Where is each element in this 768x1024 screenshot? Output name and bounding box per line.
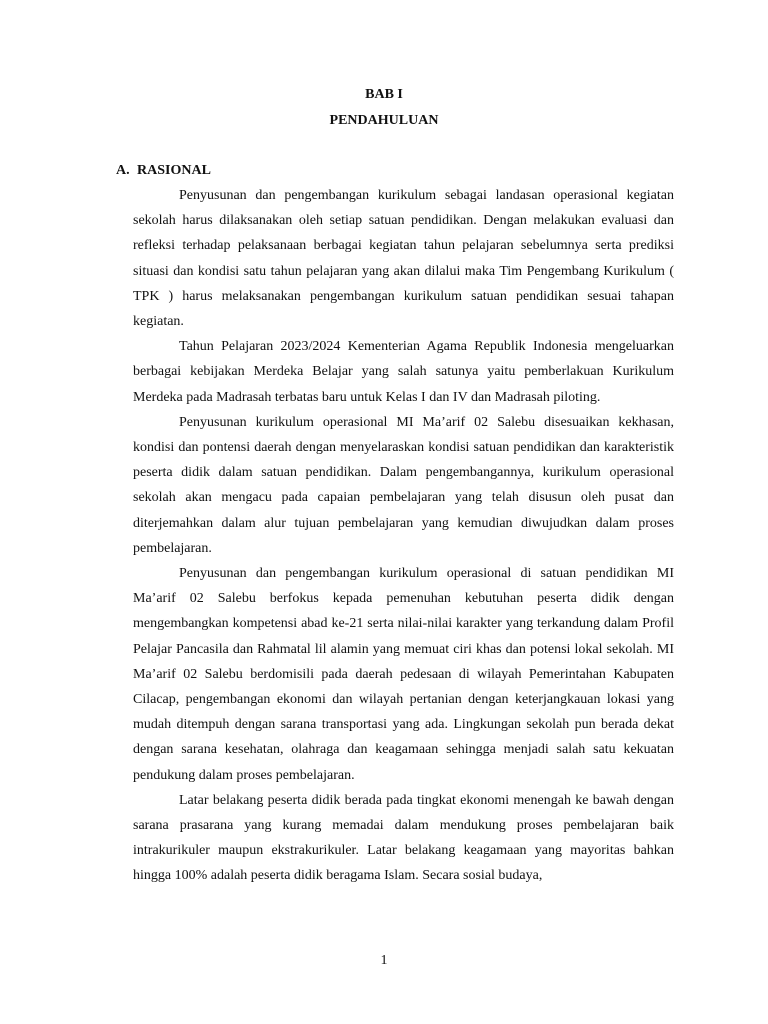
page-number: 1: [380, 953, 388, 968]
paragraph: Latar belakang peserta didik berada pada tingkat ekonomi menengah ke bawah dengan sarana prasarana yang kurang memadai dalam mendukung proses pembelajaran baik intrakurikuler maupun ekstrakurikuler. Latar belakang keagamaan yang mayoritas bahkan hingga 100% adalah peserta didik beragama Islam. Secara sosial budaya,: [133, 792, 674, 884]
body-text: [133, 183, 674, 889]
section-number: A.: [116, 163, 130, 178]
section-title: RASIONAL: [137, 163, 211, 178]
paragraph: Penyusunan dan pengembangan kurikulum operasional di satuan pendidikan MI Ma’arif 02 Salebu berfokus kepada pemenuhan kebutuhan peserta didik dengan mengembangkan kompetensi abad ke-21 serta nilai-nilai karakter yang terkandung dalam Profil Pelajar Pancasila dan Rahmatal lil alamin yang memuat ciri khas dan potensi lokal sekolah. MI Ma’arif 02 Salebu berdomisili pada daerah pedesaan di wilayah Pemerintahan Kabupaten Cilacap, pengembangan ekonomi dan wilayah pertanian dengan keterjangkauan lokasi yang mudah ditempuh dengan sarana transportasi yang ada. Lingkungan sekolah pun berada dekat dengan sarana kesehatan, olahraga dan keagamaan sehingga menjadi salah satu kekuatan pendukung dalam proses pembelajaran.: [133, 566, 674, 783]
paragraph: Penyusunan dan pengembangan kurikulum sebagai landasan operasional kegiatan sekolah harus dilaksanakan oleh setiap satuan pendidikan. Dengan melakukan evaluasi dan refleksi terhadap pelaksanaan berbagai kegiatan tahun pelajaran sebelumnya serta prediksi situasi dan kondisi satu tahun pelajaran yang akan dilalui maka Tim Pengembang Kurikulum ( TPK ) harus melaksanakan pengembangan kurikulum satuan pendidikan sesuai tahapan kegiatan.: [133, 188, 674, 330]
section-heading: [116, 162, 211, 180]
chapter-number: BAB I: [365, 87, 403, 102]
chapter-title: PENDAHULUAN: [329, 113, 439, 128]
paragraph: Tahun Pelajaran 2023/2024 Kementerian Agama Republik Indonesia mengeluarkan berbagai kebijakan Merdeka Belajar yang salah satunya yaitu pemberlakuan Kurikulum Merdeka pada Madrasah terbatas baru untuk Kelas I dan IV dan Madrasah piloting.: [133, 339, 674, 405]
paragraph: Penyusunan kurikulum operasional MI Ma’arif 02 Salebu disesuaikan kekhasan, kondisi dan pontensi daerah dengan menyelaraskan kondisi satuan pendidikan dan karakteristik peserta didik dalam satuan pendidikan. Dalam pengembangannya, kurikulum operasional sekolah akan mengacu pada capaian pembelajaran yang telah disusun oleh pusat dan diterjemahkan dalam alur tujuan pembelajaran yang kemudian diwujudkan dalam proses pembelajaran.: [133, 414, 674, 556]
